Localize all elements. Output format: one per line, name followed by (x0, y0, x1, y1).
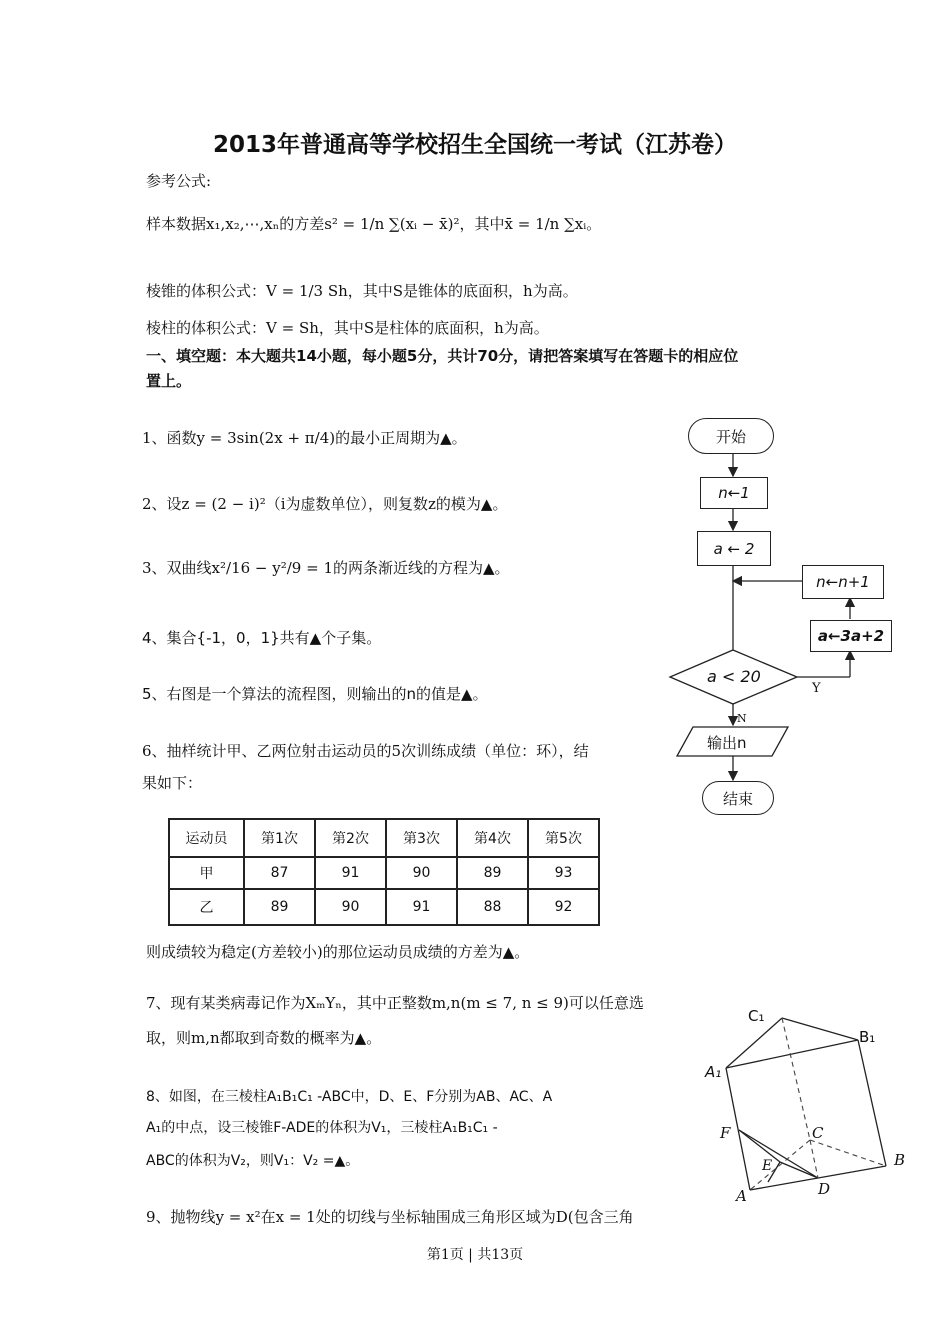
flowchart-condition: a < 20 (707, 667, 761, 686)
section-heading-line2: 置上。 (146, 372, 192, 390)
question-7-line1: 7、现有某类病毒记作为XₘYₙ，其中正整数m,n(m ≤ 7, n ≤ 9)可以任意选 (146, 994, 644, 1012)
flowchart-update-a: a←3a+2 (810, 620, 892, 652)
flowchart-init-n: n←1 (700, 477, 768, 509)
flowchart-lines (660, 410, 900, 820)
table-cell: 88 (457, 889, 528, 925)
question-9-line1: 9、抛物线y = x²在x = 1处的切线与坐标轴围成三角形区域为D(包含三角 (146, 1208, 634, 1226)
question-3: 3、双曲线x²/16 − y²/9 = 1的两条渐近线的方程为▲。 (142, 559, 510, 577)
question-6-line2: 果如下： (142, 774, 203, 792)
table-cell: 91 (315, 857, 386, 889)
flowchart-update-n: n←n+1 (802, 565, 884, 599)
question-8-line2: A₁的中点，设三棱锥F-ADE的体积为V₁，三棱柱A₁B₁C₁ - (146, 1120, 498, 1136)
prism-label-c: C (812, 1124, 824, 1142)
table-header-cell: 第1次 (244, 819, 315, 857)
prism-label-f: F (720, 1124, 731, 1142)
formula-prism: 棱柱的体积公式：V = Sh，其中S是柱体的底面积，h为高。 (146, 319, 549, 337)
prism-label-b: B (894, 1151, 906, 1169)
table-cell: 甲 (169, 857, 244, 889)
table-header-cell: 第3次 (386, 819, 457, 857)
question-2: 2、设z = (2 − i)²（i为虚数单位），则复数z的模为▲。 (142, 495, 508, 513)
table-header-cell: 第5次 (528, 819, 599, 857)
reference-heading: 参考公式: (146, 172, 212, 190)
flowchart-start: 开始 (688, 418, 774, 454)
prism-label-c1: C₁ (748, 1007, 765, 1025)
prism-label-a: A (736, 1187, 747, 1205)
question-5: 5、右图是一个算法的流程图，则输出的n的值是▲。 (142, 685, 488, 703)
flowchart-output: 输出n (707, 734, 747, 752)
prism-label-e: E (762, 1158, 773, 1174)
table-header-row (169, 819, 599, 857)
section-heading-line1: 一、填空题：本大题共14小题，每小题5分，共计70分，请把答案填写在答题卡的相应位 (146, 347, 739, 365)
table-cell: 90 (315, 889, 386, 925)
table-cell: 87 (244, 857, 315, 889)
prism-label-b1: B₁ (859, 1028, 876, 1046)
table-row (169, 857, 599, 889)
prism-label-a1: A₁ (705, 1063, 722, 1081)
question-1: 1、函数y = 3sin(2x + π/4)的最小正周期为▲。 (142, 429, 467, 447)
table-cell: 89 (244, 889, 315, 925)
question-4: 4、集合{-1，0，1}共有▲个子集。 (142, 629, 382, 647)
table-header-cell: 第2次 (315, 819, 386, 857)
flowchart-end: 结束 (702, 781, 774, 815)
scores-table (168, 818, 600, 926)
formula-variance: 样本数据x₁,x₂,⋯,xₙ的方差s² = 1/n ∑(xᵢ − x̄)²，其中x̄ = 1/n ∑xᵢ。 (146, 215, 602, 233)
table-cell: 92 (528, 889, 599, 925)
question-7-line2: 取，则m,n都取到奇数的概率为▲。 (146, 1029, 382, 1047)
table-header-cell: 第4次 (457, 819, 528, 857)
question-8-line1: 8、如图，在三棱柱A₁B₁C₁ -ABC中，D、E、F分别为AB、AC、A (146, 1089, 553, 1105)
flowchart-no-label: N (737, 712, 747, 725)
prism-label-d: D (818, 1180, 831, 1198)
table-cell: 90 (386, 857, 457, 889)
table-row (169, 889, 599, 925)
table-cell: 91 (386, 889, 457, 925)
question-6-after: 则成绩较为稳定(方差较小)的那位运动员成绩的方差为▲。 (146, 943, 530, 961)
flowchart-init-a: a ← 2 (697, 531, 771, 566)
prism-figure (700, 1005, 915, 1210)
table-cell: 乙 (169, 889, 244, 925)
page-footer: 第1页 | 共13页 (426, 1247, 524, 1263)
table-header-cell: 运动员 (169, 819, 244, 857)
question-8-line3: ABC的体积为V₂，则V₁：V₂ =▲。 (146, 1153, 360, 1169)
formula-pyramid: 棱锥的体积公式：V = 1/3 Sh，其中S是锥体的底面积，h为高。 (146, 282, 578, 300)
table-cell: 89 (457, 857, 528, 889)
table-cell: 93 (528, 857, 599, 889)
question-6-line1: 6、抽样统计甲、乙两位射击运动员的5次训练成绩（单位：环），结 (142, 742, 589, 760)
page-title: 2013年普通高等学校招生全国统一考试（江苏卷） (212, 132, 737, 158)
flowchart-yes-label: Y (812, 681, 821, 696)
